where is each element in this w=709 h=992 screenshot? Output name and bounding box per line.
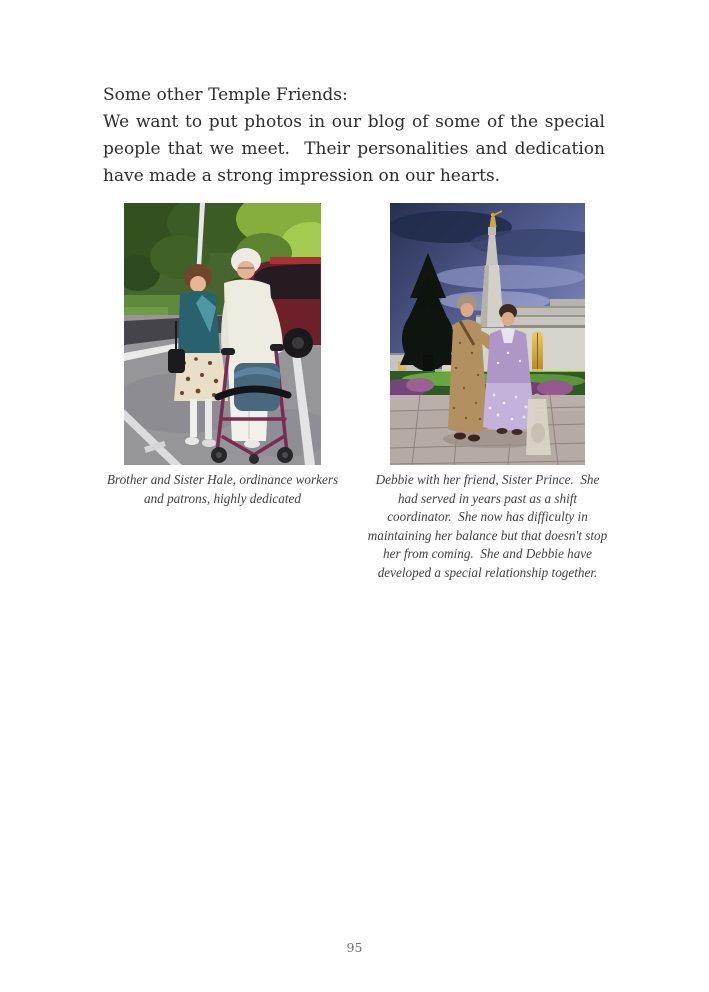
photo-hale-couple	[124, 203, 321, 465]
figure-caption-prince: Debbie with her friend, Sister Prince. She had served in years past as a shift coordinator. She now has difficulty in maintaining her balance but that doesn't stop her from coming. She and Debbie have developed a special relationship together.	[367, 472, 611, 580]
photo-temple-friends-illustration	[390, 203, 585, 465]
photo-hale-couple-illustration	[124, 203, 321, 465]
photo-temple-friends	[390, 203, 585, 465]
section-heading: Some other Temple Friends:	[103, 85, 348, 105]
page-number: 95	[346, 940, 363, 955]
intro-paragraph: We want to put photos in our blog of some of the special people that we meet. Their personalities and dedication have made a strong impression on our hearts.	[103, 112, 611, 187]
figure-caption-hale: Brother and Sister Hale, ordinance workers and patrons, highly dedicated	[106, 472, 342, 506]
